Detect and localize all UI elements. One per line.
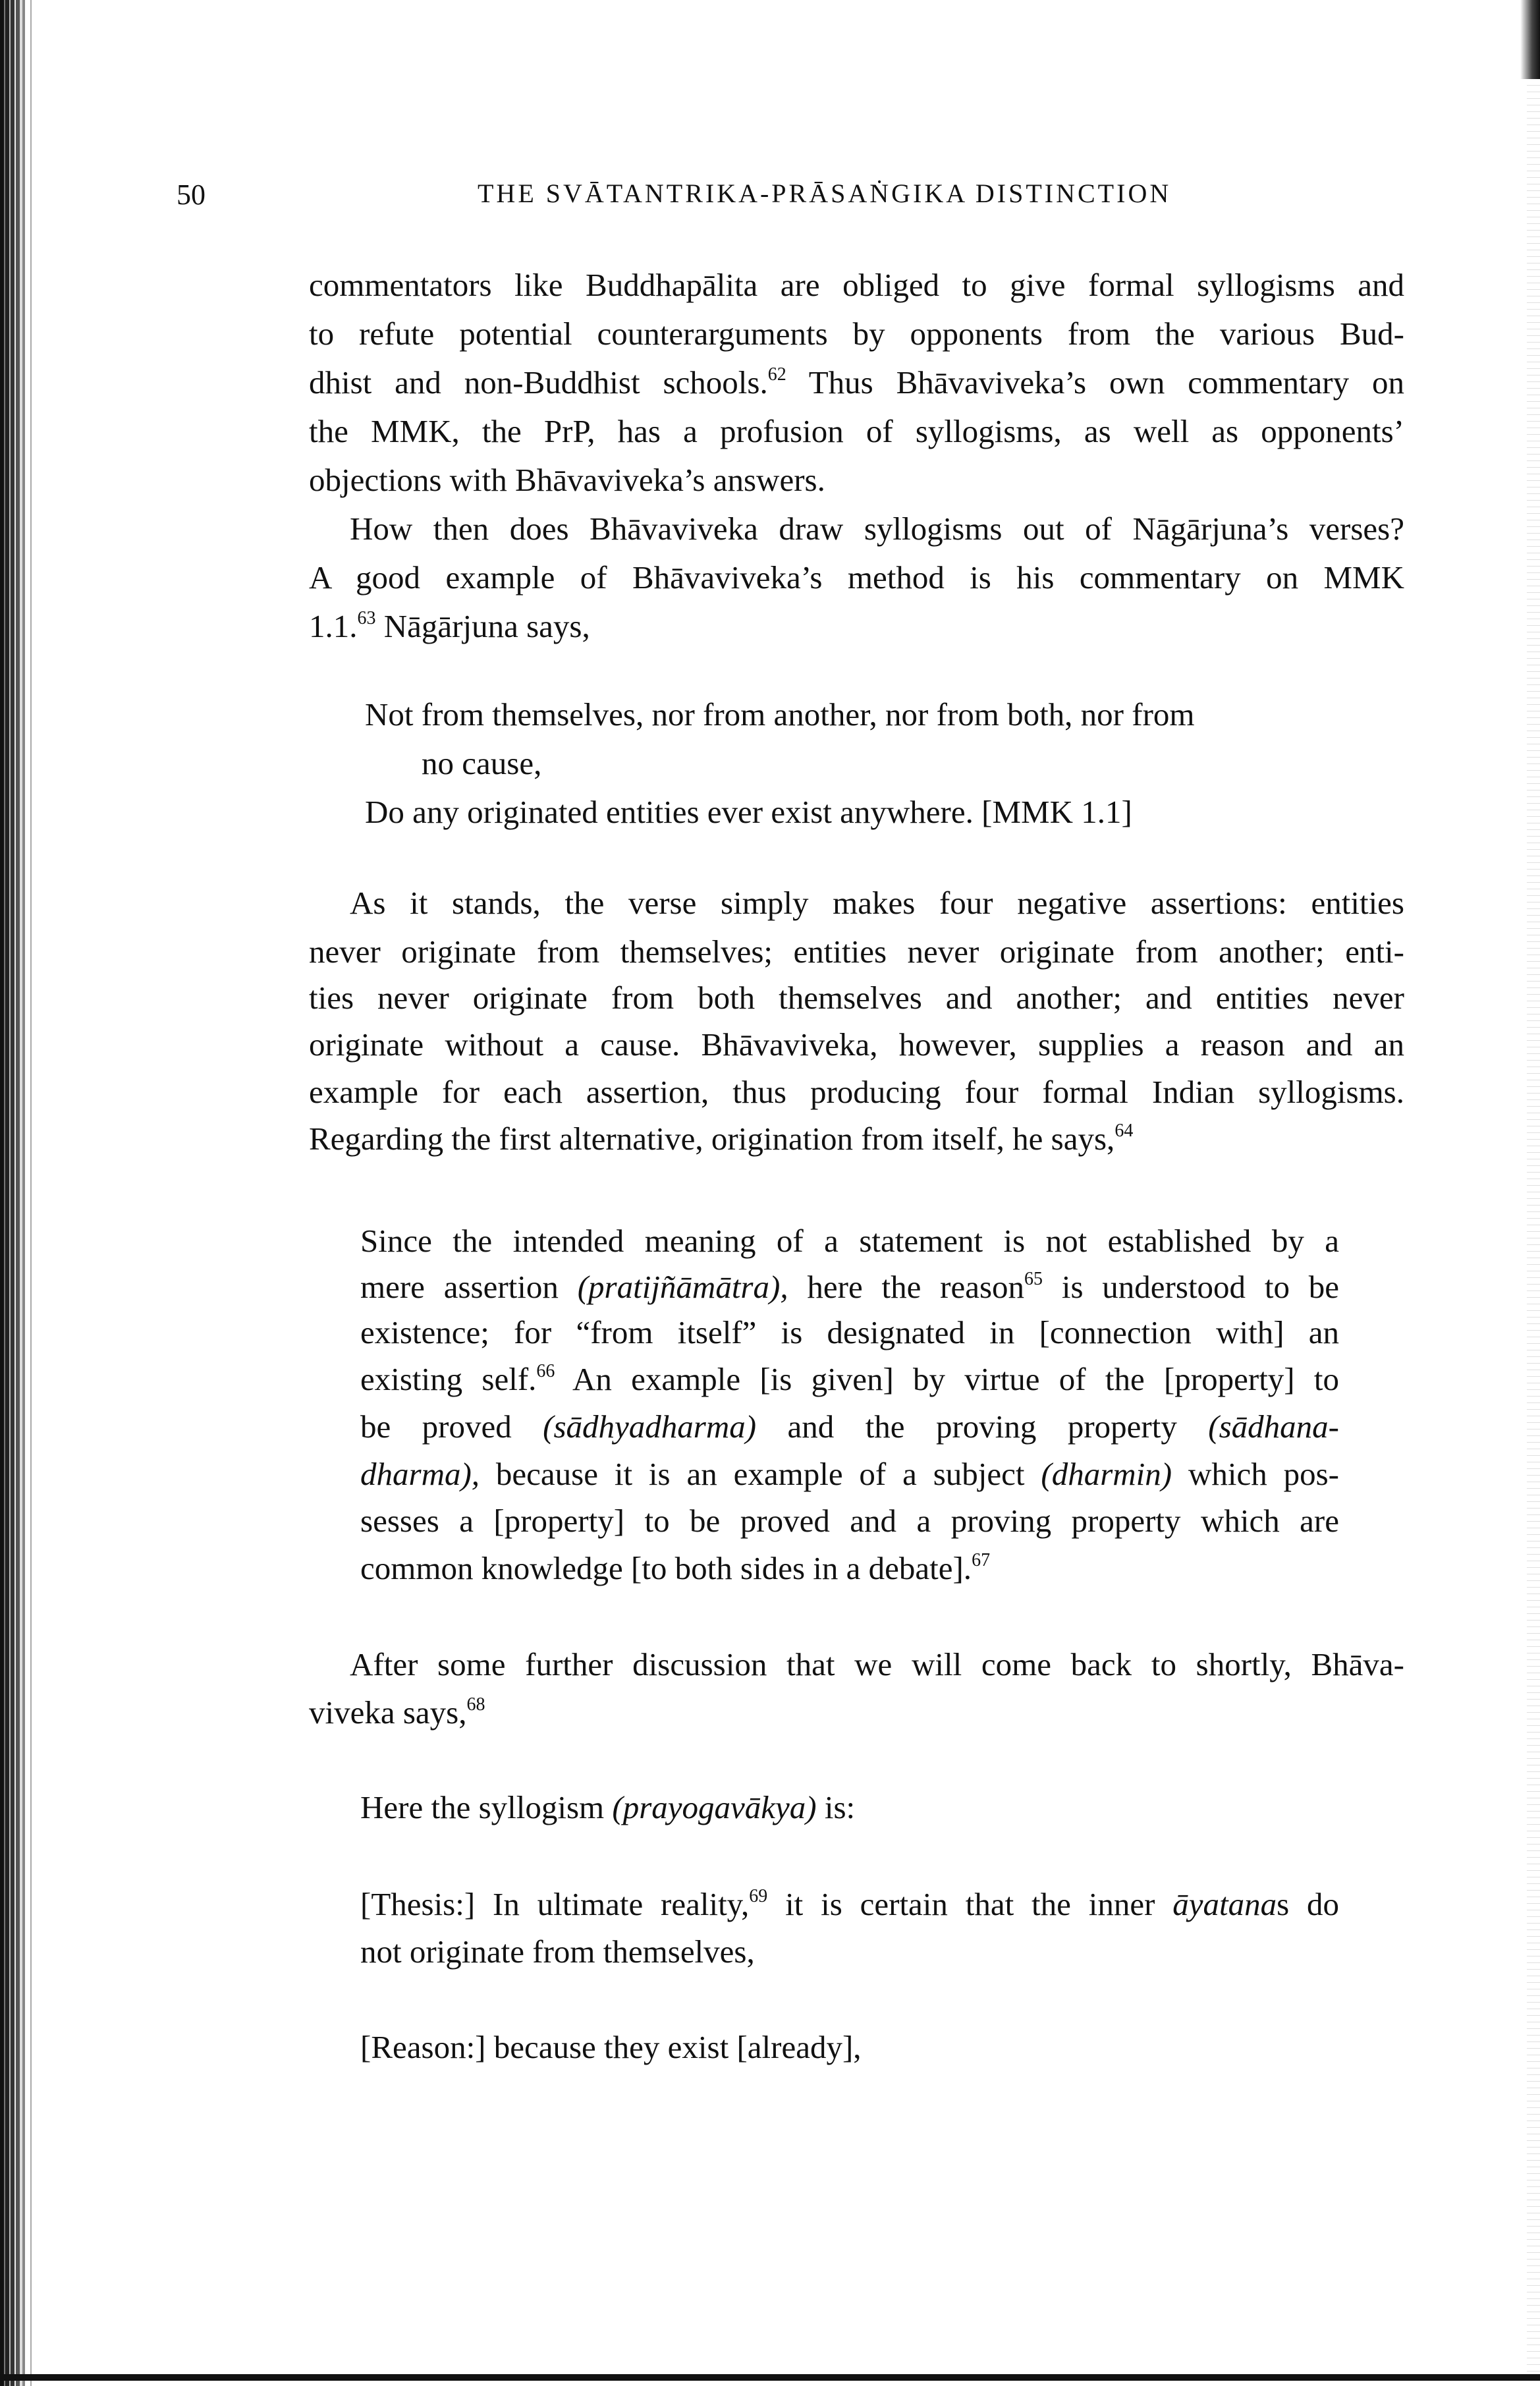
text-run: Do any originated entities ever exist anywhere. [MMK 1.1] <box>365 794 1132 830</box>
text-run: commentators like Buddhapālita are obliged to give formal syllogisms and <box>309 267 1404 303</box>
running-head: THE SVĀTANTRIKA-PRĀSAṄGIKA DISTINCTION <box>478 179 1172 208</box>
text-run: [Thesis:] In ultimate reality, <box>360 1886 750 1922</box>
text-run: existing self. <box>360 1361 537 1397</box>
italic-term: (sādhyadharma) <box>543 1408 757 1445</box>
text-line <box>309 558 1404 597</box>
text-line <box>360 1313 1339 1352</box>
scan-binding-edge <box>0 0 40 2386</box>
text-run: never originate from themselves; entities never originate from another; enti- <box>309 933 1404 970</box>
text-run: viveka says, <box>309 1694 467 1731</box>
text-line <box>309 932 1404 972</box>
text-run: because it is an example of a subject <box>480 1456 1041 1492</box>
text-run: Thus Bhāvaviveka’s own commentary on <box>786 364 1404 401</box>
text-run: dhist and non-Buddhist schools. <box>309 364 768 401</box>
footnote-ref: 66 <box>536 1361 555 1381</box>
footnote-ref: 64 <box>1114 1121 1134 1141</box>
text-run: example for each assertion, thus producing four formal Indian syllogisms. <box>309 1074 1404 1110</box>
text-line <box>350 1645 1404 1684</box>
text-run: How then does Bhāvaviveka draw syllogisms out of Nāgārjuna’s verses? <box>350 511 1404 547</box>
text-run: originate without a cause. Bhāvaviveka, however, supplies a reason and an <box>309 1026 1404 1063</box>
text-line <box>309 412 1404 451</box>
text-line <box>360 1360 1339 1399</box>
footnote-ref: 62 <box>767 364 786 385</box>
italic-term: dharma), <box>360 1456 480 1492</box>
text-run: is: <box>816 1789 856 1825</box>
text-run: to refute potential counterarguments by opponents from the various Bud- <box>309 316 1404 352</box>
text-line <box>309 978 1404 1018</box>
text-run: Not from themselves, nor from another, nor from both, nor from <box>365 696 1195 733</box>
text-line <box>309 1119 1404 1159</box>
text-run: An example [is given] by virtue of the [property] to <box>555 1361 1339 1397</box>
text-line <box>360 1407 1339 1447</box>
page-number: 50 <box>177 179 206 211</box>
text-line <box>309 363 1404 402</box>
text-line <box>360 2028 1339 2067</box>
text-run: sesses a [property] to be proved and a proving property which are <box>360 1503 1339 1539</box>
text-run: is understood to be <box>1043 1269 1340 1305</box>
text-run: the MMK, the PrP, has a profusion of syllogisms, as well as opponents’ <box>309 413 1404 449</box>
text-run: common knowledge [to both sides in a debate]. <box>360 1550 972 1586</box>
italic-term: āyatana <box>1172 1886 1277 1922</box>
footnote-ref: 68 <box>466 1694 485 1715</box>
text-line <box>360 1932 1339 1972</box>
text-run: and the proving property <box>756 1408 1209 1445</box>
text-run: Nāgārjuna says, <box>375 608 590 644</box>
text-run: which pos- <box>1172 1456 1339 1492</box>
text-line <box>360 1788 1339 1827</box>
text-run: not originate from themselves, <box>360 1933 755 1970</box>
scan-corner-shadow <box>1520 0 1540 79</box>
text-line <box>309 460 1404 500</box>
text-run: Here the syllogism <box>360 1789 613 1825</box>
footnote-ref: 63 <box>357 608 376 628</box>
italic-term: (sādhana- <box>1208 1408 1339 1445</box>
text-line <box>360 1885 1339 1924</box>
text-run: [Reason:] because they exist [already], <box>360 2029 862 2065</box>
footnote-ref: 65 <box>1024 1269 1043 1289</box>
text-line <box>309 265 1404 305</box>
text-line <box>360 1267 1339 1307</box>
text-run: here the reason <box>788 1269 1025 1305</box>
text-line <box>309 1693 1404 1733</box>
scan-page-edge <box>1527 79 1540 2372</box>
text-run: be proved <box>360 1408 543 1445</box>
text-run: objections with Bhāvaviveka’s answers. <box>309 462 825 498</box>
text-run: As it stands, the verse simply makes four negative assertions: entities <box>350 885 1404 921</box>
italic-term: (pratijñāmātra), <box>577 1269 788 1305</box>
text-run: 1.1. <box>309 608 358 644</box>
italic-term: (dharmin) <box>1041 1456 1172 1492</box>
text-line <box>360 1455 1339 1494</box>
text-line <box>309 1025 1404 1065</box>
text-line <box>422 744 541 783</box>
text-run: Since the intended meaning of a statement is not established by a <box>360 1223 1339 1259</box>
text-run: After some further discussion that we will come back to shortly, Bhāva- <box>350 1646 1404 1682</box>
text-line <box>360 1549 1339 1588</box>
text-run: existence; for “from itself” is designated in [connection with] an <box>360 1314 1339 1350</box>
text-run: s do <box>1277 1886 1339 1922</box>
text-line <box>350 509 1404 549</box>
footnote-ref: 67 <box>972 1550 991 1570</box>
text-line <box>365 792 1132 832</box>
scan-bottom-edge <box>0 2374 1540 2381</box>
footnote-ref: 69 <box>749 1886 768 1906</box>
italic-term: (prayogavākya) <box>612 1789 817 1825</box>
text-run: Regarding the first alternative, origination from itself, he says, <box>309 1121 1115 1157</box>
text-run: no cause, <box>422 745 542 781</box>
text-run: it is certain that the inner <box>767 1886 1173 1922</box>
text-run: mere assertion <box>360 1269 578 1305</box>
text-line <box>350 883 1404 923</box>
text-line <box>360 1221 1339 1261</box>
text-line <box>309 314 1404 354</box>
text-line <box>360 1501 1339 1541</box>
text-run: A good example of Bhāvaviveka’s method is his commentary on MMK <box>309 559 1404 596</box>
text-line <box>309 607 1404 646</box>
text-line <box>365 695 1195 735</box>
text-line <box>309 1072 1404 1112</box>
text-run: ties never originate from both themselves and another; and entities never <box>309 980 1404 1016</box>
